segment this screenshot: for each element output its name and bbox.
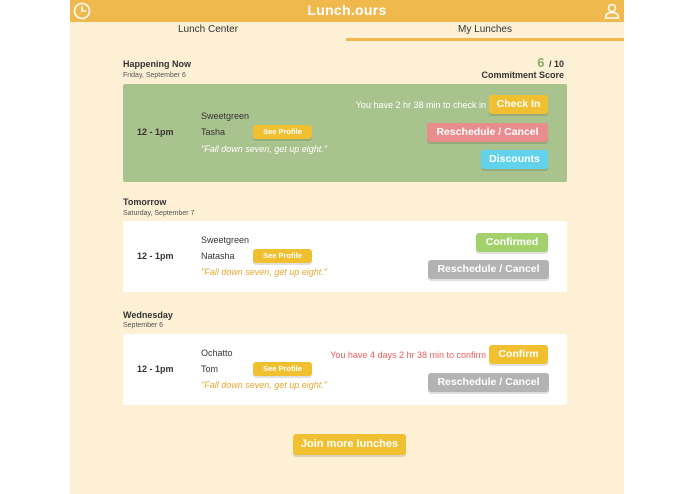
restaurant-name: Sweetgreen [201, 235, 250, 245]
user-icon[interactable] [603, 2, 621, 20]
restaurant-name: Ochatto [201, 348, 233, 358]
section-date-wednesday: September 6 [123, 322, 164, 329]
restaurant-name: Sweetgreen [201, 111, 250, 121]
app-title: Lunch.ours [307, 2, 387, 18]
discounts-button[interactable]: Discounts [481, 150, 548, 169]
lunch-time: 12 - 1pm [137, 364, 174, 374]
lunch-time: 12 - 1pm [137, 127, 174, 137]
app-window [70, 0, 624, 494]
reschedule-cancel-button[interactable]: Reschedule / Cancel [427, 123, 548, 142]
join-more-lunches-button[interactable]: Join more lunches [293, 434, 406, 455]
tab-lunch-center[interactable]: Lunch Center [177, 24, 239, 35]
partner-quote: "Fall down seven, get up eight." [201, 144, 327, 154]
partner-quote: "Fall down seven, get up eight." [201, 267, 327, 277]
section-date-tomorrow: Saturday, September 7 [123, 210, 195, 217]
reschedule-cancel-button[interactable]: Reschedule / Cancel [428, 373, 549, 392]
partner-name: Tasha [201, 127, 226, 137]
see-profile-button[interactable]: See Profile [253, 249, 312, 263]
confirmed-button[interactable]: Confirmed [476, 233, 548, 252]
confirm-deadline-hint: You have 4 days 2 hr 38 min to confirm [330, 350, 486, 360]
confirm-button[interactable]: Confirm [489, 345, 548, 364]
partner-quote: "Fall down seven, get up eight." [201, 380, 327, 390]
lunch-time: 12 - 1pm [137, 251, 174, 261]
score-total: / 10 [548, 59, 564, 69]
tab-bar [70, 22, 624, 41]
see-profile-button[interactable]: See Profile [253, 125, 312, 139]
see-profile-button[interactable]: See Profile [253, 362, 312, 376]
section-date-happening-now: Friday, September 6 [123, 72, 186, 79]
check-in-hint: You have 2 hr 38 min to check in [355, 100, 486, 110]
reschedule-cancel-button[interactable]: Reschedule / Cancel [428, 260, 549, 279]
check-in-button[interactable]: Check In [489, 95, 548, 114]
partner-name: Natasha [201, 251, 235, 261]
section-title-tomorrow: Tomorrow [123, 197, 167, 207]
section-title-wednesday: Wednesday [123, 310, 173, 320]
partner-name: Tom [201, 364, 219, 374]
commitment-score-label: Commitment Score [481, 70, 564, 80]
app-header [70, 0, 624, 22]
lunch-card-happening-now [123, 84, 567, 182]
lunch-card-wednesday [123, 334, 567, 405]
tab-my-lunches[interactable]: My Lunches [346, 22, 624, 41]
section-title-happening-now: Happening Now [123, 59, 191, 69]
lunch-card-tomorrow [123, 221, 567, 292]
score-value: 6 [537, 55, 545, 70]
